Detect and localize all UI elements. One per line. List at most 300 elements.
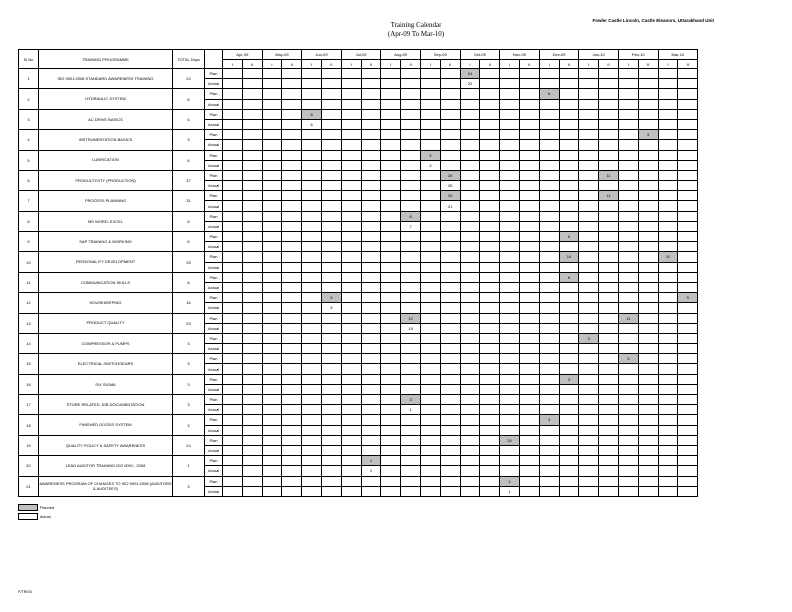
actual-cell — [262, 181, 282, 191]
plan-cell — [480, 476, 500, 486]
plan-cell — [480, 252, 500, 262]
plan-cell — [381, 109, 401, 119]
plan-cell — [519, 69, 539, 79]
plan-cell — [519, 232, 539, 242]
actual-cell — [242, 445, 262, 455]
actual-label: Actual — [205, 160, 223, 170]
plan-cell — [302, 333, 322, 343]
table-row-plan — [19, 313, 698, 323]
plan-cell — [460, 130, 480, 140]
table-row-plan — [19, 191, 698, 201]
table-row-plan — [19, 456, 698, 466]
table-row-plan — [19, 272, 698, 282]
plan-cell — [341, 69, 361, 79]
plan-cell — [460, 211, 480, 221]
table-row-plan — [19, 130, 698, 140]
actual-cell — [678, 79, 698, 89]
plan-cell — [361, 69, 381, 79]
row-sno: 21 — [19, 476, 39, 496]
plan-cell: 3 — [401, 395, 421, 405]
actual-cell — [618, 160, 638, 170]
actual-cell — [302, 242, 322, 252]
plan-cell — [658, 456, 678, 466]
plan-cell — [242, 232, 262, 242]
row-sno: 14 — [19, 333, 39, 353]
plan-cell — [658, 69, 678, 79]
actual-cell — [579, 201, 599, 211]
plan-cell — [440, 456, 460, 466]
actual-cell — [361, 99, 381, 109]
actual-cell — [460, 201, 480, 211]
actual-label: Actual — [205, 405, 223, 415]
plan-cell — [262, 374, 282, 384]
month-header: Jan-10 — [579, 50, 619, 60]
actual-cell — [361, 160, 381, 170]
actual-cell — [321, 364, 341, 374]
plan-cell — [579, 272, 599, 282]
plan-cell — [559, 354, 579, 364]
plan-cell — [361, 170, 381, 180]
actual-cell — [321, 282, 341, 292]
plan-cell — [599, 395, 619, 405]
actual-cell — [500, 466, 520, 476]
actual-cell — [302, 140, 322, 150]
actual-cell — [282, 323, 302, 333]
plan-cell — [500, 109, 520, 119]
actual-cell — [242, 486, 262, 496]
actual-cell — [519, 323, 539, 333]
plan-cell — [579, 395, 599, 405]
plan-cell — [282, 395, 302, 405]
actual-cell — [658, 466, 678, 476]
actual-cell — [500, 160, 520, 170]
plan-cell — [381, 150, 401, 160]
plan-cell — [381, 69, 401, 79]
plan-cell — [401, 354, 421, 364]
actual-cell — [559, 119, 579, 129]
actual-cell — [500, 425, 520, 435]
actual-cell — [262, 384, 282, 394]
plan-cell — [638, 354, 658, 364]
plan-cell — [638, 150, 658, 160]
actual-cell — [321, 160, 341, 170]
row-sno: 4 — [19, 130, 39, 150]
actual-cell — [341, 405, 361, 415]
plan-cell — [678, 109, 698, 119]
actual-cell — [460, 405, 480, 415]
row-sno: 2 — [19, 89, 39, 109]
actual-cell — [480, 282, 500, 292]
actual-cell — [618, 201, 638, 211]
plan-cell — [420, 354, 440, 364]
actual-cell — [242, 242, 262, 252]
plan-cell — [480, 395, 500, 405]
actual-cell: 1 — [361, 466, 381, 476]
actual-cell — [579, 344, 599, 354]
plan-cell — [420, 69, 440, 79]
plan-cell — [223, 354, 243, 364]
actual-cell — [321, 466, 341, 476]
actual-cell — [282, 445, 302, 455]
plan-cell: 11 — [618, 313, 638, 323]
plan-cell — [599, 130, 619, 140]
plan-cell — [559, 89, 579, 99]
actual-cell — [420, 303, 440, 313]
actual-cell — [579, 425, 599, 435]
plan-cell — [480, 150, 500, 160]
actual-cell — [223, 466, 243, 476]
row-sno: 7 — [19, 191, 39, 211]
actual-cell — [500, 262, 520, 272]
actual-cell — [262, 140, 282, 150]
plan-cell — [500, 191, 520, 201]
form-number: F/TR/03 — [18, 590, 32, 594]
plan-cell — [262, 272, 282, 282]
actual-cell — [480, 221, 500, 231]
actual-cell — [420, 242, 440, 252]
actual-cell — [480, 79, 500, 89]
actual-cell — [559, 405, 579, 415]
legend-actual — [18, 513, 54, 520]
actual-cell — [599, 425, 619, 435]
actual-cell — [302, 384, 322, 394]
actual-cell — [262, 282, 282, 292]
plan-cell — [381, 313, 401, 323]
actual-cell — [420, 425, 440, 435]
actual-cell — [638, 384, 658, 394]
actual-cell — [618, 99, 638, 109]
plan-cell — [401, 333, 421, 343]
row-total-days: 23 — [173, 313, 205, 333]
actual-cell — [341, 140, 361, 150]
plan-cell — [381, 476, 401, 486]
plan-cell — [282, 456, 302, 466]
plan-cell — [539, 272, 559, 282]
actual-cell — [559, 282, 579, 292]
plan-cell — [361, 211, 381, 221]
row-programme-name: COMMUNICATION SKILLS — [39, 272, 173, 292]
plan-cell — [678, 333, 698, 343]
plan-cell — [678, 211, 698, 221]
actual-cell — [480, 405, 500, 415]
actual-cell — [440, 384, 460, 394]
plan-cell — [440, 130, 460, 140]
actual-cell — [519, 466, 539, 476]
plan-cell — [302, 252, 322, 262]
plan-cell — [302, 435, 322, 445]
actual-cell — [223, 160, 243, 170]
actual-cell — [539, 181, 559, 191]
actual-cell — [440, 323, 460, 333]
actual-cell — [519, 344, 539, 354]
actual-cell — [302, 262, 322, 272]
actual-cell — [658, 486, 678, 496]
plan-cell — [559, 435, 579, 445]
plan-cell — [341, 435, 361, 445]
actual-cell — [579, 323, 599, 333]
plan-cell — [223, 456, 243, 466]
actual-cell — [460, 181, 480, 191]
row-sno: 3 — [19, 109, 39, 129]
actual-cell — [460, 486, 480, 496]
plan-cell — [579, 476, 599, 486]
actual-cell — [638, 160, 658, 170]
actual-cell — [262, 242, 282, 252]
plan-cell — [440, 415, 460, 425]
plan-cell — [480, 293, 500, 303]
plan-cell: 9 — [321, 293, 341, 303]
plan-cell — [579, 211, 599, 221]
actual-cell — [321, 405, 341, 415]
plan-cell — [420, 374, 440, 384]
plan-cell — [500, 150, 520, 160]
actual-cell — [440, 344, 460, 354]
row-programme-name: PROCESS PLANNING — [39, 191, 173, 211]
actual-cell: 3 — [420, 160, 440, 170]
actual-cell — [460, 425, 480, 435]
actual-cell — [638, 344, 658, 354]
plan-cell — [579, 313, 599, 323]
plan-cell — [321, 435, 341, 445]
plan-cell — [282, 354, 302, 364]
row-sno: 18 — [19, 415, 39, 435]
plan-cell — [381, 395, 401, 405]
actual-cell — [420, 221, 440, 231]
actual-cell — [302, 425, 322, 435]
actual-cell — [401, 445, 421, 455]
week-header: I — [579, 60, 599, 69]
actual-label: Actual — [205, 486, 223, 496]
actual-cell — [262, 221, 282, 231]
actual-label: Actual — [205, 99, 223, 109]
actual-cell — [519, 221, 539, 231]
actual-cell — [242, 201, 262, 211]
plan-cell — [361, 191, 381, 201]
plan-cell — [401, 374, 421, 384]
row-total-days: 37 — [173, 170, 205, 190]
plan-cell — [678, 395, 698, 405]
actual-cell — [381, 119, 401, 129]
row-programme-name: PRODUCT QUALITY — [39, 313, 173, 333]
plan-cell — [401, 150, 421, 160]
actual-cell — [401, 425, 421, 435]
plan-label: Plan — [205, 109, 223, 119]
actual-cell — [302, 79, 322, 89]
plan-cell — [420, 252, 440, 262]
row-programme-name: HYDRAULIC SYSTEM — [39, 89, 173, 109]
actual-cell — [579, 303, 599, 313]
actual-cell — [401, 282, 421, 292]
actual-cell — [302, 221, 322, 231]
actual-cell — [519, 262, 539, 272]
plan-cell — [559, 395, 579, 405]
table-row-plan — [19, 374, 698, 384]
plan-cell: 3 — [579, 333, 599, 343]
actual-cell — [223, 119, 243, 129]
actual-cell — [618, 445, 638, 455]
actual-cell — [658, 99, 678, 109]
plan-cell: 1 — [361, 456, 381, 466]
plan-cell: 20 — [440, 191, 460, 201]
plan-cell — [223, 415, 243, 425]
plan-cell — [262, 252, 282, 262]
plan-cell — [519, 374, 539, 384]
plan-cell — [599, 252, 619, 262]
actual-cell — [401, 303, 421, 313]
actual-cell — [579, 221, 599, 231]
plan-label: Plan — [205, 395, 223, 405]
row-total-days: 3 — [173, 415, 205, 435]
header-type — [205, 50, 223, 69]
week-header: I — [500, 60, 520, 69]
row-total-days: 3 — [173, 333, 205, 353]
plan-cell — [242, 476, 262, 486]
actual-cell — [599, 466, 619, 476]
plan-cell — [341, 456, 361, 466]
table-row-plan — [19, 354, 698, 364]
plan-cell — [302, 211, 322, 221]
plan-cell — [638, 191, 658, 201]
plan-cell — [242, 252, 262, 262]
plan-cell — [658, 313, 678, 323]
actual-cell — [381, 425, 401, 435]
plan-cell: 14 — [559, 252, 579, 262]
actual-cell — [559, 201, 579, 211]
actual-cell — [579, 445, 599, 455]
plan-label: Plan — [205, 456, 223, 466]
actual-cell — [599, 160, 619, 170]
actual-cell — [341, 384, 361, 394]
row-programme-name: PRODUCTIVITY (PRODUCTION) — [39, 170, 173, 190]
actual-cell — [678, 445, 698, 455]
table-row-plan — [19, 415, 698, 425]
actual-cell — [460, 119, 480, 129]
actual-cell — [262, 99, 282, 109]
actual-cell — [361, 181, 381, 191]
actual-label: Actual — [205, 282, 223, 292]
plan-cell — [282, 313, 302, 323]
plan-cell — [420, 476, 440, 486]
row-programme-name: LEAD AUDITOR TRAINING ISO 9001 : 2008 — [39, 456, 173, 476]
plan-cell — [618, 69, 638, 79]
plan-cell — [678, 374, 698, 384]
actual-cell: 15 — [401, 323, 421, 333]
plan-cell — [262, 109, 282, 119]
actual-cell — [519, 140, 539, 150]
plan-cell — [480, 130, 500, 140]
actual-cell — [638, 242, 658, 252]
actual-cell — [460, 140, 480, 150]
plan-cell — [460, 191, 480, 201]
actual-cell: 1 — [401, 405, 421, 415]
actual-cell — [420, 282, 440, 292]
plan-cell — [480, 415, 500, 425]
plan-cell — [480, 89, 500, 99]
plan-cell — [579, 435, 599, 445]
actual-cell — [381, 242, 401, 252]
row-programme-name: HOUSEKEEPING — [39, 293, 173, 313]
actual-cell — [381, 466, 401, 476]
plan-cell — [223, 272, 243, 282]
plan-cell — [599, 374, 619, 384]
actual-cell — [401, 486, 421, 496]
actual-cell — [420, 486, 440, 496]
plan-cell — [539, 69, 559, 79]
actual-cell — [658, 221, 678, 231]
actual-cell — [678, 384, 698, 394]
actual-cell — [401, 242, 421, 252]
row-total-days: 3 — [173, 374, 205, 394]
plan-cell — [321, 69, 341, 79]
actual-cell — [381, 445, 401, 455]
actual-cell — [282, 79, 302, 89]
plan-cell — [519, 89, 539, 99]
row-programme-name: STORE RELATED JOB DOCUMENTATION — [39, 395, 173, 415]
plan-cell — [401, 252, 421, 262]
actual-cell — [480, 425, 500, 435]
actual-cell — [638, 181, 658, 191]
plan-cell — [599, 333, 619, 343]
actual-cell — [480, 262, 500, 272]
actual-cell — [638, 405, 658, 415]
plan-cell — [262, 313, 282, 323]
actual-cell — [678, 466, 698, 476]
plan-cell — [262, 395, 282, 405]
plan-cell — [341, 395, 361, 405]
actual-cell — [559, 140, 579, 150]
plan-cell — [460, 333, 480, 343]
week-header: II — [401, 60, 421, 69]
actual-cell — [223, 405, 243, 415]
row-sno: 13 — [19, 313, 39, 333]
plan-cell — [401, 191, 421, 201]
plan-cell — [519, 170, 539, 180]
row-sno: 8 — [19, 211, 39, 231]
plan-cell — [559, 313, 579, 323]
plan-cell — [242, 313, 262, 323]
plan-cell — [539, 395, 559, 405]
row-programme-name: QUALITY POLICY & SAFETY AWARENESS — [39, 435, 173, 455]
actual-cell — [460, 99, 480, 109]
plan-cell — [539, 354, 559, 364]
actual-cell — [559, 425, 579, 435]
actual-cell — [321, 201, 341, 211]
plan-cell — [420, 415, 440, 425]
month-header: Nov-09 — [500, 50, 540, 60]
row-total-days: 3 — [173, 354, 205, 374]
plan-cell — [500, 333, 520, 343]
plan-cell — [381, 456, 401, 466]
plan-cell — [480, 374, 500, 384]
actual-cell — [223, 384, 243, 394]
actual-cell — [579, 405, 599, 415]
actual-cell — [262, 201, 282, 211]
plan-cell — [599, 232, 619, 242]
plan-cell — [361, 232, 381, 242]
actual-cell — [302, 160, 322, 170]
training-calendar-table — [18, 49, 698, 497]
plan-cell — [599, 211, 619, 221]
actual-cell — [559, 303, 579, 313]
plan-cell — [519, 476, 539, 486]
legend-actual-swatch — [18, 513, 38, 520]
plan-cell — [420, 170, 440, 180]
actual-cell — [480, 303, 500, 313]
plan-cell — [460, 415, 480, 425]
actual-cell — [500, 221, 520, 231]
plan-cell — [500, 272, 520, 282]
actual-cell — [381, 364, 401, 374]
